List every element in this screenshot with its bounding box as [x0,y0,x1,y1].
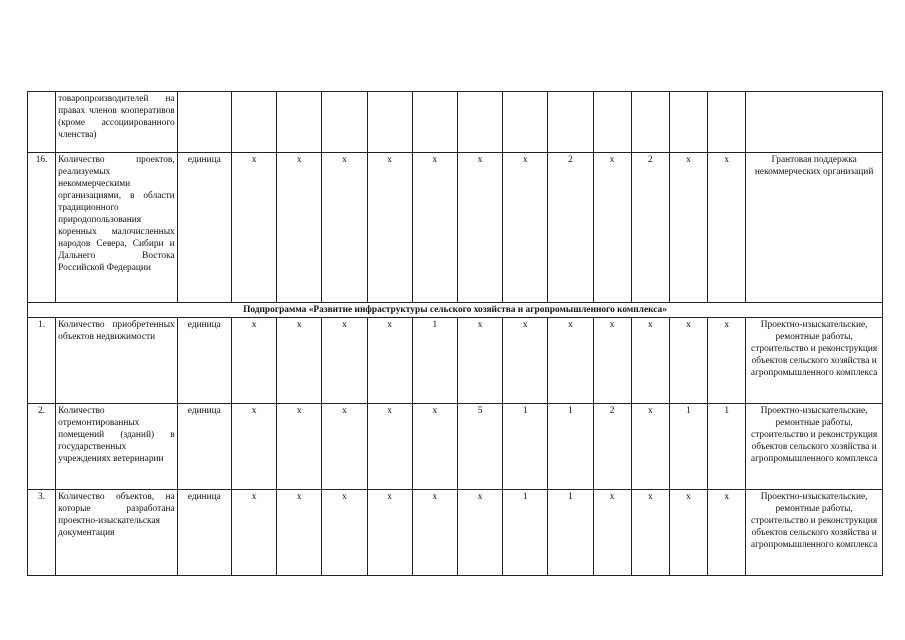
value-cell [412,92,457,153]
value-cell: x [631,318,669,404]
value-cell [503,92,548,153]
value-cell: 2 [631,153,669,303]
value-cell: x [367,404,412,490]
subprogram-row [28,303,883,318]
value-cell [669,92,707,153]
unit-cell [177,92,231,153]
value-cell [548,92,593,153]
value-cell: x [708,153,746,303]
value-cell [708,92,746,153]
row-number: 1. [28,318,56,404]
note-cell: Проектно-изыскательские, ремонтные работы, строительство и реконструкция объектов сельского хозяйства и агропромышленного комплекса [746,404,883,490]
value-cell [457,92,502,153]
value-cell: x [231,404,276,490]
row-number: 16. [28,153,56,303]
value-cell: x [457,490,502,576]
value-cell [367,92,412,153]
indicator-name: Количество отремонтированных помещений (зданий) в государственных учреждениях ветеринарии [56,404,178,490]
value-cell: x [503,318,548,404]
value-cell: x [412,404,457,490]
table-row [28,404,883,490]
row-number: 3. [28,490,56,576]
value-cell: x [669,490,707,576]
value-cell: 1 [412,318,457,404]
row-number: 2. [28,404,56,490]
subprogram-title: Подпрограмма «Развитие инфраструктуры сельского хозяйства и агропромышленного комплекса» [28,303,883,318]
value-cell: x [412,490,457,576]
value-cell: x [367,318,412,404]
value-cell: 2 [593,404,631,490]
value-cell: x [231,490,276,576]
indicator-name: товаропроизводителей на правах членов кооперативов (кроме ассоциированного членства) [56,92,178,153]
value-cell [277,92,322,153]
value-cell: x [631,490,669,576]
value-cell [231,92,276,153]
value-cell: 1 [503,404,548,490]
table-row [28,92,883,153]
value-cell: x [277,490,322,576]
value-cell: x [277,318,322,404]
note-cell [746,92,883,153]
value-cell: x [669,153,707,303]
value-cell: 1 [548,490,593,576]
value-cell: x [322,153,367,303]
value-cell: x [457,153,502,303]
unit-cell: единица [177,490,231,576]
indicator-name: Количество приобретенных объектов недвижимости [56,318,178,404]
value-cell: x [277,404,322,490]
value-cell: x [669,318,707,404]
value-cell: 2 [548,153,593,303]
note-cell: Грантовая поддержка некоммерческих организаций [746,153,883,303]
value-cell: x [503,153,548,303]
indicator-name: Количество проектов, реализуемых некоммерческими организациями, в области традиционного природопользования коренных малочисленных народов Севера, Сибири и Дальнего Востока Российской Федерации [56,153,178,303]
value-cell: x [593,490,631,576]
value-cell: 1 [503,490,548,576]
value-cell: x [277,153,322,303]
value-cell: x [367,490,412,576]
indicator-name: Количество объектов, на которые разработана проектно-изыскательская документация [56,490,178,576]
note-cell: Проектно-изыскательские, ремонтные работы, строительство и реконструкция объектов сельского хозяйства и агропромышленного комплекса [746,490,883,576]
value-cell: x [322,318,367,404]
value-cell: x [231,318,276,404]
value-cell [593,92,631,153]
value-cell: 5 [457,404,502,490]
value-cell [631,92,669,153]
unit-cell: единица [177,318,231,404]
value-cell: x [322,404,367,490]
value-cell: 1 [708,404,746,490]
value-cell: x [367,153,412,303]
note-cell: Проектно-изыскательские, ремонтные работы, строительство и реконструкция объектов сельского хозяйства и агропромышленного комплекса [746,318,883,404]
value-cell: x [548,318,593,404]
value-cell: x [593,153,631,303]
indicators-table [27,91,883,576]
value-cell: x [708,490,746,576]
value-cell: x [231,153,276,303]
value-cell: x [457,318,502,404]
value-cell: x [412,153,457,303]
table-row [28,153,883,303]
table-row [28,490,883,576]
unit-cell: единица [177,153,231,303]
value-cell [322,92,367,153]
value-cell: 1 [669,404,707,490]
value-cell: x [593,318,631,404]
row-number [28,92,56,153]
value-cell: x [631,404,669,490]
value-cell: x [322,490,367,576]
value-cell: 1 [548,404,593,490]
unit-cell: единица [177,404,231,490]
value-cell: x [708,318,746,404]
table-row [28,318,883,404]
